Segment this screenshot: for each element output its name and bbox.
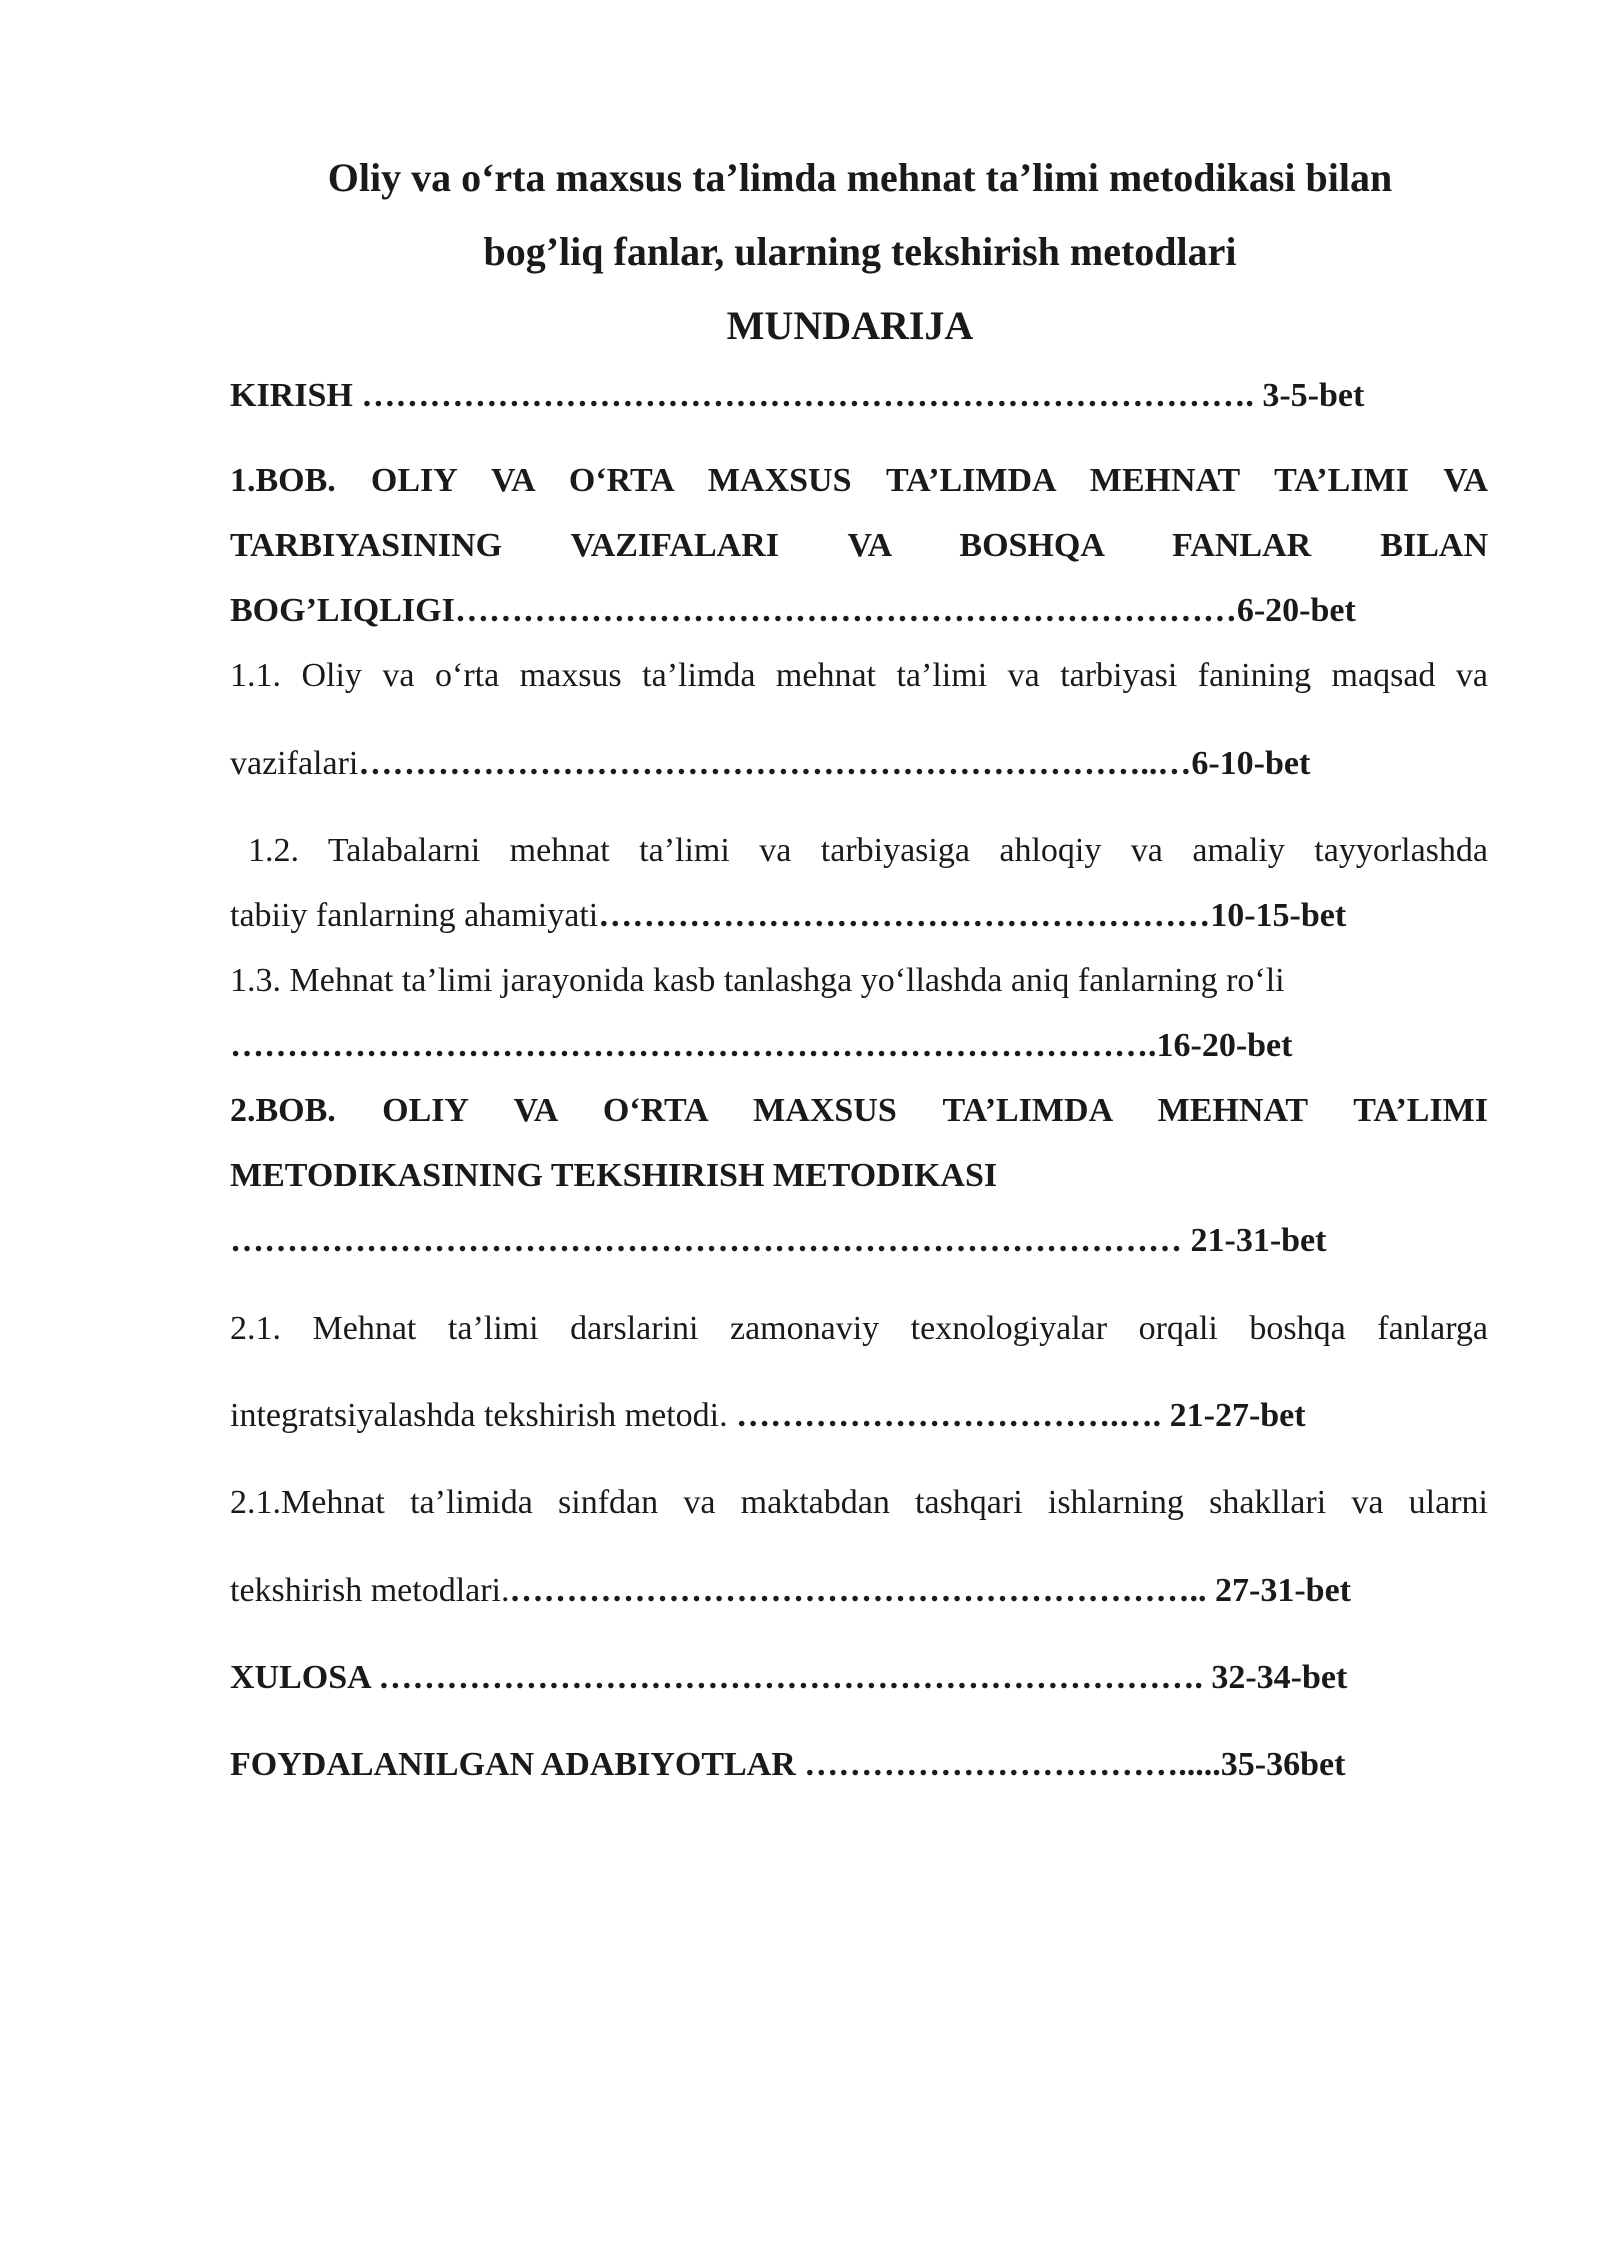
toc-entry-1-3-line-2: ……………………………………………………………………….16-20-bet — [230, 1027, 1293, 1064]
toc-entry-2-1a-text: integratsiyalashda tekshirish metodi. — [230, 1397, 737, 1434]
toc-entry-2-1b-text: tekshirish metodlari. — [230, 1572, 510, 1609]
toc-entry-bob1-line-3: BOG’LIQLIGI……………………………………………………………6-20-bet — [230, 592, 1356, 629]
toc-entry-xulosa: XULOSA ………………………………………………………………. 32-34-bet — [230, 1659, 1348, 1696]
toc-entry-2-1a-page: …………………………….…. 21-27-bet — [736, 1397, 1306, 1434]
toc-entry-bob1-line-1: 1.BOB. OLIY VA O‘RTA MAXSUS TA’LIMDA MEHNAT TA’LIMI VA — [230, 462, 1488, 499]
toc-entry-2-1b-line-1: 2.1.Mehnat ta’limida sinfdan va maktabdan tashqari ishlarning shakllari va ularni — [230, 1484, 1488, 1521]
toc-entry-1-2-text: tabiiy fanlarning ahamiyati — [230, 897, 599, 934]
toc-entry-1-2-page: ………………………………………………10-15-bet — [598, 897, 1347, 934]
toc-entry-kirish: KIRISH ……………………………………………………………………. 3-5-bet — [230, 377, 1365, 414]
toc-entry-1-1-text: vazifalari — [230, 745, 359, 782]
toc-entry-1-1-page: ……………………………………………………………..…6-10-bet — [358, 745, 1311, 782]
toc-entry-bob2-line-2: METODIKASINING TEKSHIRISH METODIKASI — [230, 1157, 998, 1194]
toc-entry-2-1a-line-1: 2.1. Mehnat ta’limi darslarini zamonaviy texnologiyalar orqali boshqa fanlarga — [230, 1310, 1488, 1347]
toc-entry-bob2-line-3: ………………………………………………………………………… 21-31-bet — [230, 1222, 1327, 1259]
document-title-line-2: bog’liq fanlar, ularning tekshirish metodlari — [483, 229, 1237, 274]
toc-entry-1-1-line-2 — [230, 743, 1488, 785]
toc-entry-2-1a-line-2 — [230, 1395, 1488, 1437]
toc-entry-bob1-line-2: TARBIYASINING VAZIFALARI VA BOSHQA FANLAR BILAN — [230, 527, 1488, 564]
toc-entry-2-1b-page: …………………………………………………….. 27-31-bet — [509, 1572, 1351, 1609]
toc-entry-bob2-line-1: 2.BOB. OLIY VA O‘RTA MAXSUS TA’LIMDA MEHNAT TA’LIMI — [230, 1092, 1488, 1129]
toc-entry-1-2-line-1: 1.2. Talabalarni mehnat ta’limi va tarbiyasiga ahloqiy va amaliy tayyorlashda — [248, 832, 1488, 869]
toc-entry-1-3-line-1: 1.3. Mehnat ta’limi jarayonida kasb tanlashga yo‘llashda aniq fanlarning ro‘li — [230, 962, 1285, 999]
toc-entry-2-1b-line-2 — [230, 1570, 1488, 1612]
toc-entry-1-2-line-2 — [230, 895, 1488, 937]
toc-entry-1-1-line-1: 1.1. Oliy va o‘rta maxsus ta’limda mehnat ta’limi va tarbiyasi fanining maqsad va — [230, 657, 1488, 694]
document-title-line-1: Oliy va o‘rta maxsus ta’limda mehnat ta’limi metodikasi bilan — [327, 155, 1393, 200]
toc-entry-adabiyotlar: FOYDALANILGAN ADABIYOTLAR …………………………….....35-36bet — [230, 1746, 1346, 1783]
contents-heading: MUNDARIJA — [726, 303, 974, 348]
